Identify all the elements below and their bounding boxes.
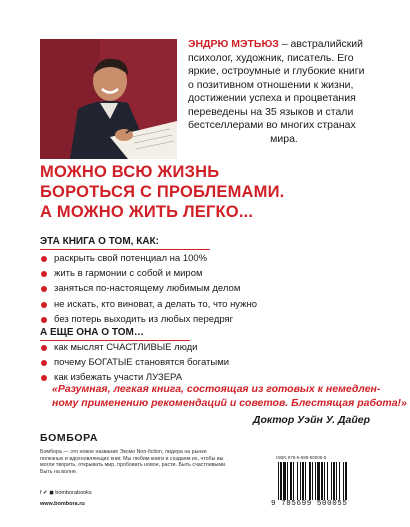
author-bio [188,38,380,146]
list-item: без потерь выходить из любых передряг [40,312,257,327]
list-item: заняться по-настоящему любимым делом [40,281,257,296]
author-bio-line-4: о позитивном отношении к жизни, [188,78,354,91]
also-list [40,340,229,386]
section-divider [40,249,210,250]
headline-line-1: МОЖНО ВСЮ ЖИЗНЬ [40,163,220,181]
author-bio-line-6: переведены на 35 языков и стали [188,105,354,118]
author-bio-line-7: бестселлерами во многих странах [188,119,356,131]
quote-author: Доктор Уэйн У. Дайер [252,414,370,426]
list-item: как избежать участи ЛУЗЕРА [40,370,229,385]
section-title-also: А ЕЩЕ ОНА О ТОМ… [40,327,144,338]
social-links[interactable] [40,490,92,496]
social-icons: f ✔ ◼ [40,490,56,496]
headline-line-3: А МОЖНО ЖИТЬ ЛЕГКО... [40,203,254,221]
publisher-description: Бомбора — это новое название Эксмо Non-fiction, лидера на рынке полезных и вдохновляющих книг. Мы любим книги и создаем их, чтобы вы могли творить, открывать мир, пробовать новое, расти. Быть счастливыми. Быть на волне. [40,449,227,475]
author-name: ЭНДРЮ МЭТЬЮЗ [188,38,279,50]
isbn-label: ISBN 978-5-699-50005-5 [276,455,327,460]
barcode [276,462,374,500]
review-quote [52,383,407,410]
quote-line-1: «Разумная, легкая книга, состоящая из готовых к немедлен- [52,383,381,395]
author-bio-line-5: достижении успеха и процветания [188,92,356,104]
section-title-how: ЭТА КНИГА О ТОМ, КАК: [40,236,159,247]
author-bio-line-1: – австралийский [278,38,364,50]
headline [40,162,385,222]
quote-line-2: ному применению рекомендаций и советов. Блестящая работа!» [52,396,407,409]
isbn-digits: 9 785699 500055 [271,500,348,508]
author-photo [40,39,177,159]
list-item: не искать, кто виноват, а делать то, что нужно [40,297,257,312]
list-item: раскрыть свой потенциал на 100% [40,251,257,266]
list-item: жить в гармонии с собой и миром [40,266,257,281]
how-list [40,251,257,327]
author-bio-line-2: психолог, художник, писатель. Его [188,51,354,64]
author-bio-line-8: мира. [270,132,298,145]
headline-line-2: БОРОТЬСЯ С ПРОБЛЕМАМИ. [40,183,285,201]
author-bio-line-3: яркие, остроумные и глубокие книги [188,65,365,77]
list-item: как мыслят СЧАСТЛИВЫЕ люди [40,340,229,355]
publisher-logo: БОМБОРА [40,432,99,444]
list-item: почему БОГАТЫЕ становятся богатыми [40,355,229,370]
social-handle: bomborabooks [55,490,92,496]
publisher-website[interactable]: www.bombora.ru [40,501,85,507]
